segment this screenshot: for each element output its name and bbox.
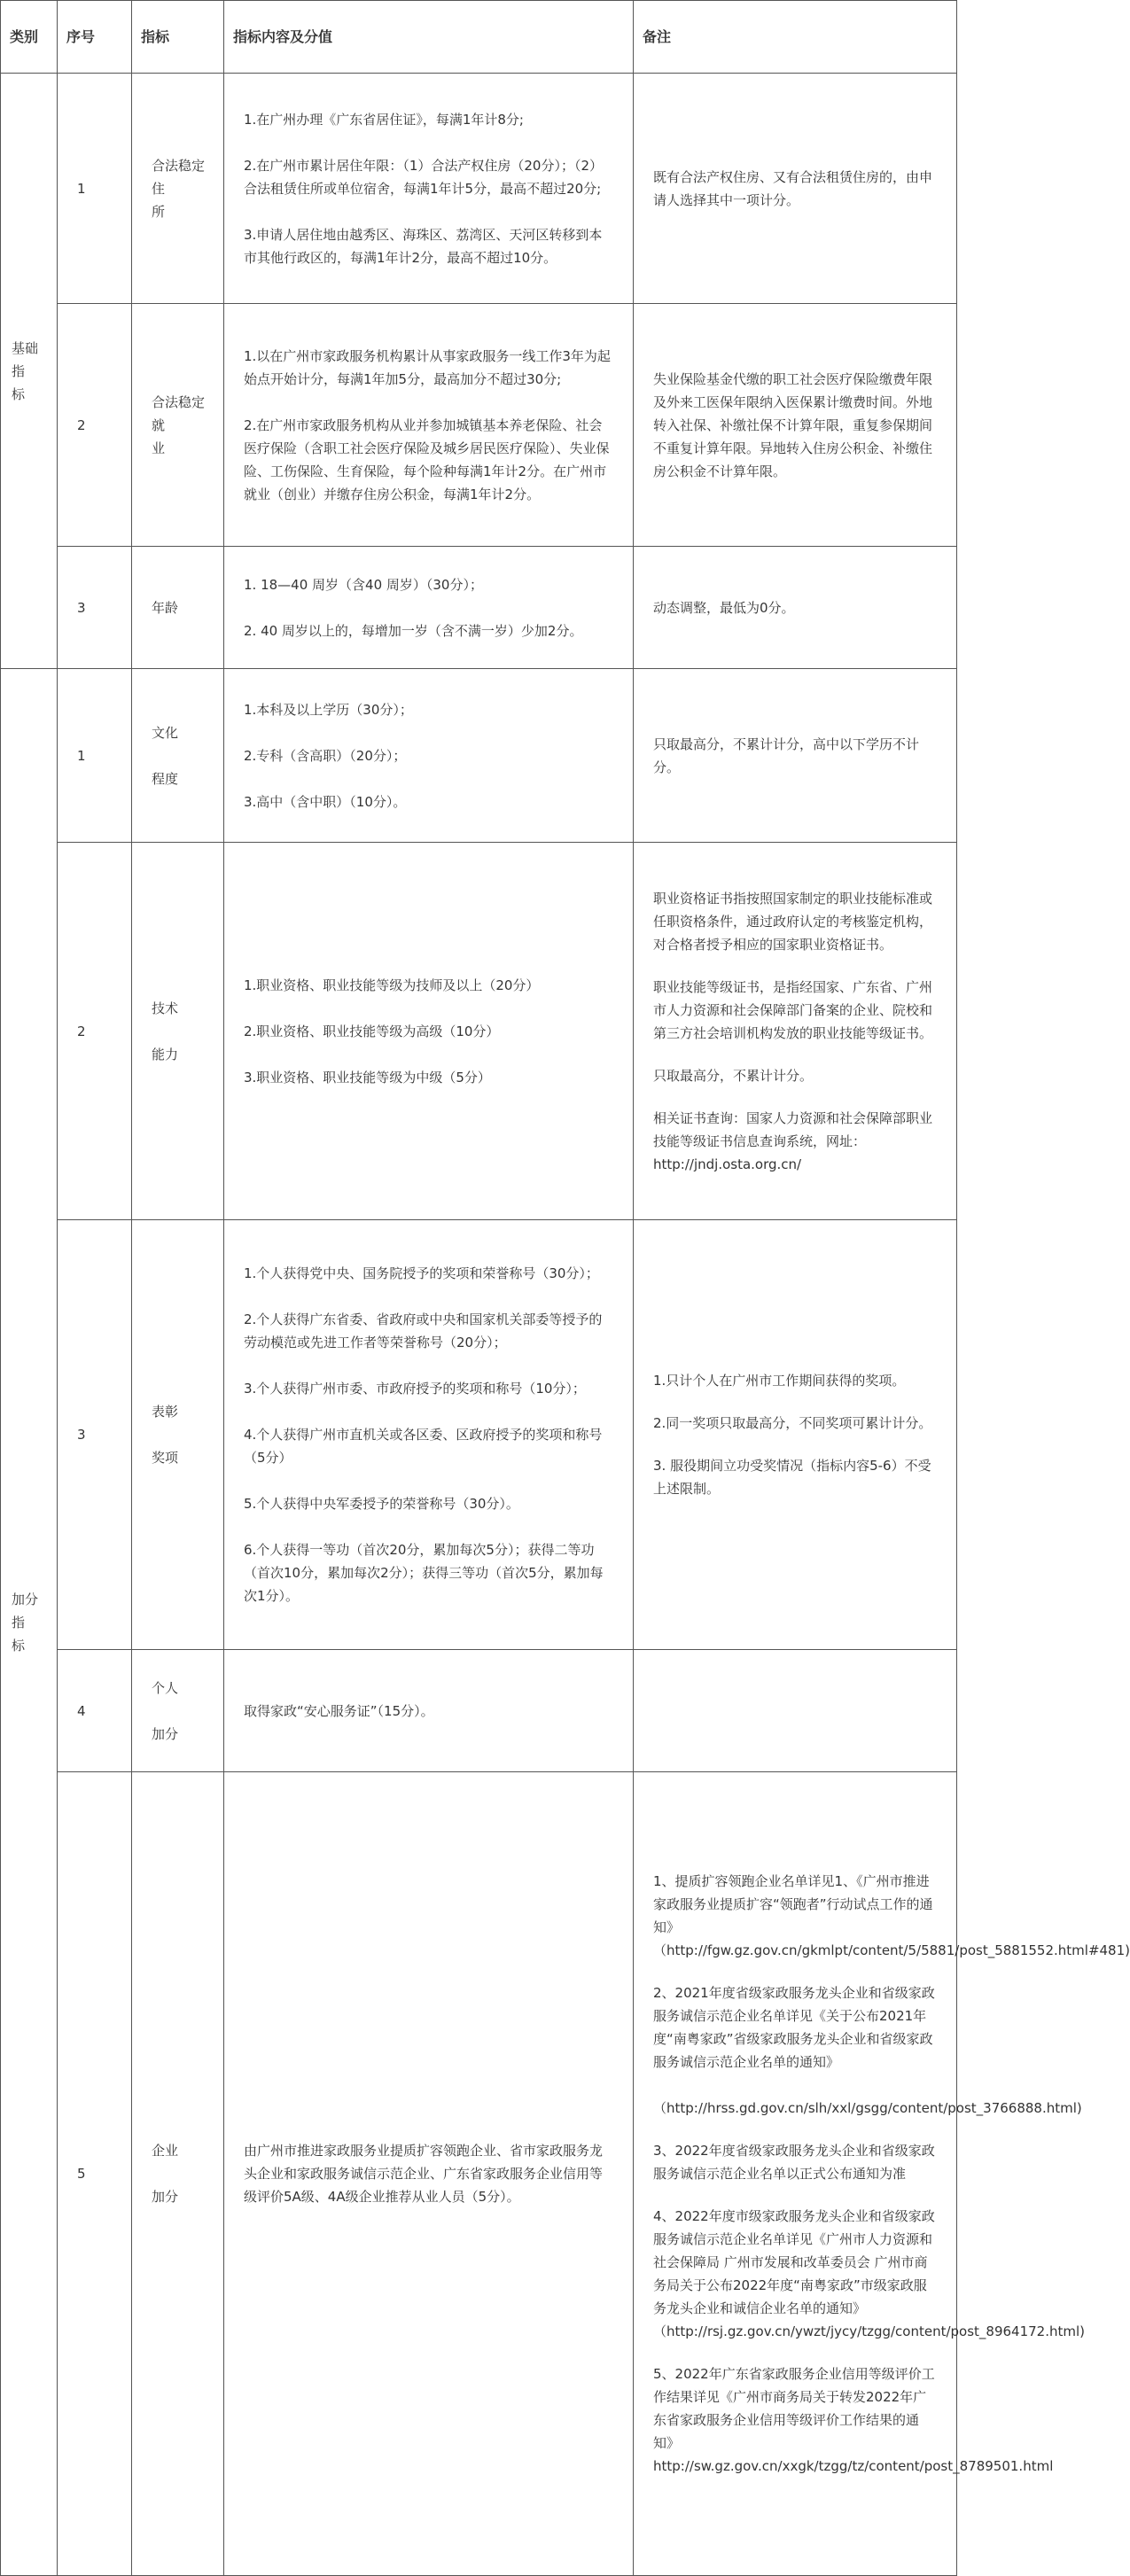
content-item: 取得家政“安心服务证”（15分）。 <box>244 1702 434 1719</box>
content-item: 3.申请人居住地由越秀区、海珠区、荔湾区、天河区转移到本市其他行政区的，每满1年计2分，最高不超过10分。 <box>244 226 603 266</box>
content-item: 2.在广州市累计居住年限：（1）合法产权住房（20分）；（2）合法租赁住所或单位宿舍，每满1年计5分，最高不超过20分; <box>244 157 603 197</box>
content-item: 1.以在广州市家政服务机构累计从事家政服务一线工作3年为起始点开始计分，每满1年加5分，最高加分不超过30分; <box>244 347 611 387</box>
row-number: 4 <box>58 1650 132 1772</box>
note-item: 3. 服役期间立功受奖情况（指标内容5-6）不受上述限制。 <box>653 1458 931 1497</box>
row-indicator <box>132 843 224 1220</box>
row-note <box>634 74 957 304</box>
table-row <box>1 547 957 669</box>
category-label: 加分指 标 <box>12 1591 39 1654</box>
content-item: 4.个人获得广州市直机关或各区委、区政府授予的奖项和称号（5分） <box>244 1427 603 1466</box>
table-row <box>1 1220 957 1650</box>
note-item: 动态调整，最低为0分。 <box>653 599 795 616</box>
content-item: 由广州市推进家政服务业提质扩容领跑企业、省市家政服务龙头企业和家政服务诚信示范企业、广东省家政服务企业信用等级评价5A级、4A级企业推荐从业人员（5分）。 <box>244 2143 604 2205</box>
row-note <box>634 547 957 669</box>
row-note <box>634 1650 957 1772</box>
note-item: 5、2022年广东省家政服务企业信用等级评价工作结果详见《广州市商务局关于转发2022年广东省家政服务企业信用等级评价工作结果的通知》http://sw.gz.gov.cn/xxgk/tzgg/tz/content/post_8789501.html <box>653 2366 1054 2474</box>
content-item: 5.个人获得中央军委授予的荣誉称号（30分）。 <box>244 1496 519 1512</box>
content-item: 1.职业资格、职业技能等级为技师及以上（20分） <box>244 977 540 993</box>
content-item: 3.高中（含中职）（10分）。 <box>244 793 407 810</box>
row-content <box>224 1220 634 1650</box>
note-item: 职业资格证书指按照国家制定的职业技能标准或任职资格条件，通过政府认定的考核鉴定机构，对合格者授予相应的国家职业资格证书。 <box>653 890 933 953</box>
table-row <box>1 304 957 547</box>
indicator-label: 企业 加分 <box>152 2143 179 2205</box>
table-row <box>1 74 957 304</box>
content-item: 2.专科（含高职）（20分）； <box>244 747 407 764</box>
row-note <box>634 1772 1130 2576</box>
note-item: 职业技能等级证书，是指经国家、广东省、广州市人力资源和社会保障部门备案的企业、院校和第三方社会培训机构发放的职业技能等级证书。 <box>653 978 933 1041</box>
row-indicator <box>132 1650 224 1772</box>
row-content <box>224 304 634 547</box>
row-content <box>224 547 634 669</box>
content-item: 3.职业资格、职业技能等级为中级（5分） <box>244 1069 491 1086</box>
content-item: 1.个人获得党中央、国务院授予的奖项和荣誉称号（30分）； <box>244 1265 599 1281</box>
table-row <box>1 1772 957 2576</box>
row-number: 1 <box>58 74 132 304</box>
row-indicator <box>132 669 224 843</box>
note-item: 失业保险基金代缴的职工社会医疗保险缴费年限及外来工医保年限纳入医保累计缴费时间。外地转入社保、补缴社保不计算年限，重复参保期间不重复计算年限。异地转入住房公积金、补缴住房公积金不计算年限。 <box>653 370 933 479</box>
row-content <box>224 74 634 304</box>
content-item: 3.个人获得广州市委、市政府授予的奖项和称号（10分）； <box>244 1381 586 1397</box>
table-row <box>1 1650 957 1772</box>
row-note <box>634 1220 957 1650</box>
row-number: 2 <box>58 304 132 547</box>
row-number: 1 <box>58 669 132 843</box>
note-item: 3、2022年度省级家政服务龙头企业和省级家政服务诚信示范企业名单以正式公布通知为准 <box>653 2143 935 2182</box>
indicator-label: 年龄 <box>152 599 179 616</box>
row-indicator <box>132 1220 224 1650</box>
row-indicator <box>132 304 224 547</box>
header-indicator: 指标 <box>132 1 224 74</box>
indicator-label: 文化 程度 <box>152 724 179 787</box>
content-item: 1.在广州办理《广东省居住证》，每满1年计8分; <box>244 111 524 128</box>
table-body <box>1 74 1130 2576</box>
content-item: 2.职业资格、职业技能等级为高级（10分） <box>244 1023 500 1039</box>
content-item: 2. 40 周岁以上的，每增加一岁（含不满一岁）少加2分。 <box>244 622 583 639</box>
header-category: 类别 <box>1 1 58 74</box>
note-item: 1、提质扩容领跑企业名单详见1、《广州市推进家政服务业提质扩容“领跑者”行动试点工作的通知》（http://fgw.gz.gov.cn/gkmlpt/content/5/5881/post_5881552.html#481) <box>653 1873 1130 1958</box>
note-item: 1.只计个人在广州市工作期间获得的奖项。 <box>653 1373 906 1389</box>
row-indicator <box>132 1772 224 2576</box>
content-item: 6.个人获得一等功（首次20分，累加每次5分）；获得二等功（首次10分，累加每次2分）；获得三等功（首次5分，累加每次1分）。 <box>244 1542 604 1604</box>
row-content <box>224 1650 634 1772</box>
indicator-label: 合法稳定住 所 <box>152 157 206 220</box>
row-note <box>634 304 957 547</box>
note-item: 4、2022年度市级家政服务龙头企业和省级家政服务诚信示范企业名单详见《广州市人力资源和社会保障局 广州市发展和改革委员会 广州市商务局关于公布2022年度“南粤家政”市级家政服务龙头企业和诚信企业名单的通知》（http://rsj.gz.gov.cn/ywzt/jycy/tzgg/content/post_8964172.html) <box>653 2208 1086 2339</box>
row-indicator <box>132 547 224 669</box>
table-row <box>1 843 957 1220</box>
note-item: 既有合法产权住房、又有合法租赁住房的，由申请人选择其中一项计分。 <box>653 168 933 208</box>
note-item: 只取最高分，不累计计分。 <box>653 1067 814 1084</box>
content-item: 1.本科及以上学历（30分）； <box>244 701 413 718</box>
note-item: 2、2021年度省级家政服务龙头企业和省级家政服务诚信示范企业名单详见《关于公布2021年度“南粤家政”省级家政服务龙头企业和省级家政服务诚信示范企业名单的通知》 （http://hrss.gd.gov.cn/slh/xxl/gsgg/content/post_3766888.html) <box>653 1985 1082 2116</box>
row-number: 2 <box>58 843 132 1220</box>
indicator-label: 技术 能力 <box>152 1000 179 1062</box>
indicator-label: 表彰 奖项 <box>152 1404 179 1466</box>
content-item: 1. 18—40 周岁（含40 周岁）（30分）； <box>244 576 483 593</box>
row-number: 5 <box>58 1772 132 2576</box>
note-item: 只取最高分，不累计计分，高中以下学历不计分。 <box>653 735 920 775</box>
indicator-label: 个人 加分 <box>152 1679 179 1742</box>
row-content <box>224 1772 634 2576</box>
indicator-label: 合法稳定就 业 <box>152 393 206 456</box>
content-item: 2.个人获得广东省委、省政府或中央和国家机关部委等授予的劳动模范或先进工作者等荣誉称号（20分）； <box>244 1311 603 1350</box>
row-indicator <box>132 74 224 304</box>
row-note <box>634 843 957 1220</box>
row-number: 3 <box>58 547 132 669</box>
table-row <box>1 669 957 843</box>
note-item: 相关证书查询：国家人力资源和社会保障部职业技能等级证书信息查询系统，网址：http://jndj.osta.org.cn/ <box>653 1109 933 1172</box>
header-note: 备注 <box>634 1 957 74</box>
row-content <box>224 843 634 1220</box>
row-content <box>224 669 634 843</box>
category-basic <box>1 74 58 669</box>
table-header-row <box>1 1 957 74</box>
header-content: 指标内容及分值 <box>224 1 634 74</box>
category-bonus <box>1 669 58 2576</box>
category-label: 基础指 标 <box>12 339 39 402</box>
note-item: 2.同一奖项只取最高分，不同奖项可累计计分。 <box>653 1415 932 1431</box>
row-note <box>634 669 957 843</box>
row-number: 3 <box>58 1220 132 1650</box>
content-item: 2.在广州市家政服务机构从业并参加城镇基本养老保险、社会医疗保险（含职工社会医疗保险及城乡居民医疗保险）、失业保险、工伤保险、生育保险，每个险种每满1年计2分。在广州市就业（创业）并缴存住房公积金，每满1年计2分。 <box>244 416 610 502</box>
header-number: 序号 <box>58 1 132 74</box>
